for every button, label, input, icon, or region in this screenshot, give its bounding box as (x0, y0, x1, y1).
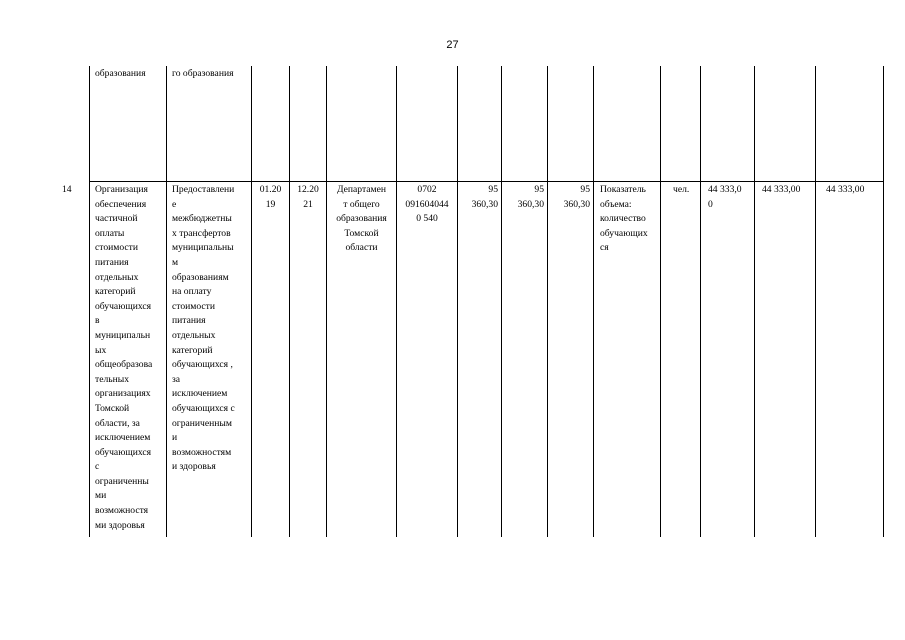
table-border-right (883, 66, 884, 537)
column-divider (251, 66, 252, 537)
column-divider (660, 66, 661, 537)
event-name-cell: Организация обеспечения частичной оплаты стоимости питания отдельных категорий обучающихся в муниципальн ых общеобразова тельных организациях Томской области, за исключением обучающихся с ограниченны ми возможностя ми здоровья (95, 184, 153, 531)
column-divider (501, 66, 502, 537)
amount-total-cell: 95 360,30 (471, 184, 498, 210)
column-divider (396, 66, 397, 537)
end-date-cell: 12.20 21 (297, 184, 319, 210)
value-3-cell: 44 333,00 (826, 184, 865, 195)
amount-2-cell: 95 360,30 (517, 184, 544, 210)
executor-cell: Департамен т общего образования Томской области (336, 184, 387, 254)
unit-cell: чел. (673, 184, 690, 195)
column-divider (593, 66, 594, 537)
column-divider (326, 66, 327, 537)
column-divider (547, 66, 548, 537)
value-1-cell: 44 333,0 0 (708, 184, 742, 210)
activity-description-cell: Предоставлени е межбюджетны х трансфертов муниципальны м образованиям на оплату стоимости питания отдельных категорий обучающихся , за исключением обучающихся с ограниченным и возможностям и здоровья (172, 184, 235, 473)
column-divider (457, 66, 458, 537)
row-number: 14 (62, 184, 72, 195)
table-border-left (89, 66, 90, 537)
column-divider (166, 66, 167, 537)
column-divider (289, 66, 290, 537)
budget-code-cell: 0702 091604044 0 540 (405, 184, 449, 225)
column-divider (754, 66, 755, 537)
start-date-cell: 01.20 19 (259, 184, 282, 210)
column-divider (700, 66, 701, 537)
amount-3-cell: 95 360,30 (563, 184, 590, 210)
value-2-cell: 44 333,00 (762, 184, 801, 195)
column-divider (815, 66, 816, 537)
indicator-cell: Показатель объема: количество обучающих ся (600, 184, 648, 254)
page-number: 27 (446, 39, 459, 51)
continuation-cell-event: образования (95, 68, 146, 79)
row-divider (89, 181, 884, 182)
continuation-cell-activity: го образования (172, 68, 234, 79)
